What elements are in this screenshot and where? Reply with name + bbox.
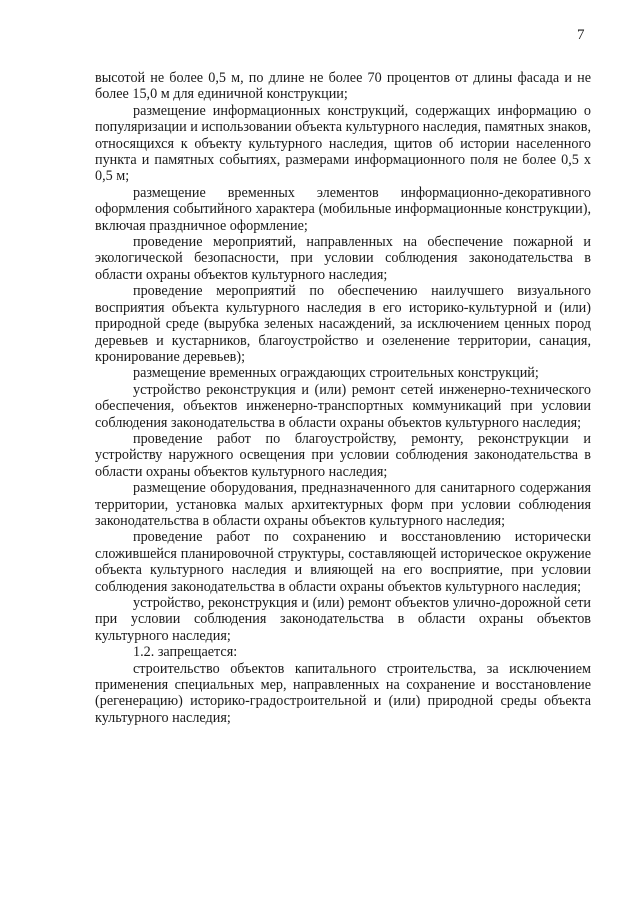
paragraph-1: высотой не более 0,5 м, по длине не более 70 процентов от длины фасада и не более 15,0 м для единичной конструкции; [95,70,591,103]
paragraph-9: размещение оборудования, предназначенного для санитарного содержания территории, установка малых архитектурных форм при условии соблюдения законодательства в области охраны объектов культурного наследия; [95,480,591,529]
paragraph-10: проведение работ по сохранению и восстановлению исторически сложившейся планировочной структуры, составляющей историческое окружение объекта культурного наследия и влияющей на его восприятие, при условии соблюдения законодательства в области охраны объектов культурного наследия; [95,529,591,595]
paragraph-5: проведение мероприятий по обеспечению наилучшего визуального восприятия объекта культурного наследия в его историко-культурной и (или) природной среде (вырубка зеленых насаждений, за исключением ценных пород деревьев и кустарников, благоустройство и озеленение территории, санация, кронирование деревьев); [95,283,591,365]
paragraph-2: размещение информационных конструкций, содержащих информацию о популяризации и использовании объекта культурного наследия, памятных знаков, относящихся к объекту культурного наследия, щитов об истории населенного пункта и памятных событиях, размерами информационного поля не более 0,5 х 0,5 м; [95,102,591,185]
paragraph-8: проведение работ по благоустройству, ремонту, реконструкции и устройству наружного освещения при условии соблюдения законодательства в области охраны объектов культурного наследия; [95,430,591,480]
paragraph-11: устройство, реконструкция и (или) ремонт объектов улично-дорожной сети при условии соблюдения законодательства в области охраны объектов культурного наследия; [95,595,591,644]
paragraph-6: размещение временных ограждающих строительных конструкций; [133,365,539,382]
paragraph-12: строительство объектов капитального строительства, за исключением применения специальных мер, направленных на сохранение и восстановление (регенерацию) историко-градостроительной и (или) природной среды объекта культурного наследия; [95,660,591,726]
document-body [95,70,591,726]
paragraph-4: проведение мероприятий, направленных на обеспечение пожарной и экологической безопасности, при условии соблюдения законодательства в области охраны объектов культурного наследия; [95,234,591,283]
paragraph-7: устройство реконструкция и (или) ремонт сетей инженерно-технического обеспечения, объектов инженерно-транспортных коммуникаций при условии соблюдения законодательства в области охраны объектов культурного наследия; [95,381,591,431]
page-number: 7 [577,27,585,43]
section-heading-1-2: 1.2. запрещается: [133,644,238,661]
paragraph-3: размещение временных элементов информационно-декоративного оформления событийного характера (мобильные информационные конструкции), включая праздничное оформление; [95,184,591,234]
